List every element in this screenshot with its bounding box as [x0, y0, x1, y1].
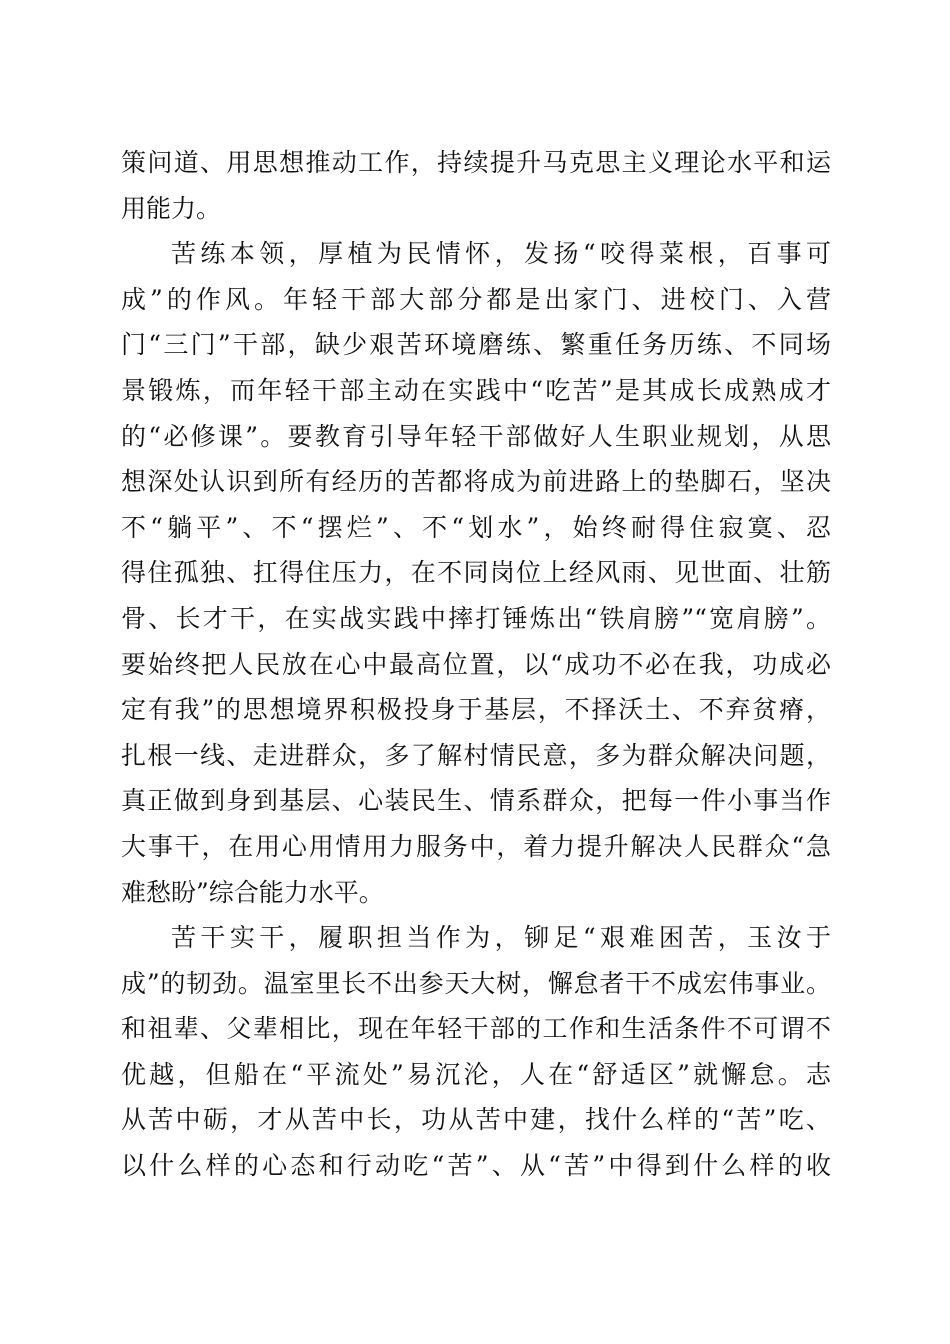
text-line: 骨、长才干，在实战实践中摔打锤炼出“铁肩膀”“宽肩膀”。	[121, 603, 831, 633]
text-line: 景锻炼，而年轻干部主动在实践中“吃苦”是其成长成熟成才	[121, 375, 831, 405]
text-line: 从苦中砺，才从苦中长，功从苦中建，找什么样的“苦”吃、	[121, 1105, 831, 1135]
text-line: 以什么样的心态和行动吃“苦”、从“苦”中得到什么样的收	[121, 1151, 831, 1181]
text-line: 策问道、用思想推动工作，持续提升马克思主义理论水平和运	[121, 148, 831, 177]
text-line: 成”的作风。年轻干部大部分都是出家门、进校门、入营	[121, 284, 831, 314]
text-line: 扎根一线、走进群众，多了解村情民意，多为群众解决问题，	[121, 740, 831, 770]
text-line: 的“必修课”。要教育引导年轻干部做好人生职业规划，从思	[121, 421, 831, 451]
text-line: 真正做到身到基层、心装民生、情系群众，把每一件小事当作	[121, 786, 831, 816]
body-text	[121, 140, 831, 1189]
paragraph-start-line: 苦干实干，履职担当作为，铆足“艰难困苦，玉汝于	[171, 923, 831, 953]
paragraph-start-line: 苦练本领，厚植为民情怀，发扬“咬得菜根，百事可	[171, 239, 831, 269]
text-line: 想深处认识到所有经历的苦都将成为前进路上的垫脚石，坚决	[121, 467, 831, 497]
text-line: 得住孤独、扛得住压力，在不同岗位上经风雨、见世面、壮筋	[121, 558, 831, 588]
text-line: 门“三门”干部，缺少艰苦环境磨练、繁重任务历练、不同场	[121, 330, 831, 360]
text-line: 难愁盼”综合能力水平。	[121, 877, 384, 907]
text-line: 和祖辈、父辈相比，现在年轻干部的工作和生活条件不可谓不	[121, 1014, 831, 1044]
text-line: 不“躺平”、不“摆烂”、不“划水”，始终耐得住寂寞、忍	[121, 512, 831, 542]
text-line: 大事干，在用心用情用力服务中，着力提升解决人民群众“急	[121, 831, 831, 861]
text-line: 定有我”的思想境界积极投身于基层，不择沃土、不弃贫瘠，	[121, 695, 831, 725]
text-line: 用能力。	[121, 193, 222, 223]
text-line: 成”的韧劲。温室里长不出参天大树，懈怠者干不成宏伟事业。	[121, 968, 831, 998]
text-line: 优越，但船在“平流处”易沉沦，人在“舒适区”就懈怠。志	[121, 1059, 831, 1089]
text-line: 要始终把人民放在心中最高位置，以“成功不必在我，功成必	[121, 649, 831, 679]
